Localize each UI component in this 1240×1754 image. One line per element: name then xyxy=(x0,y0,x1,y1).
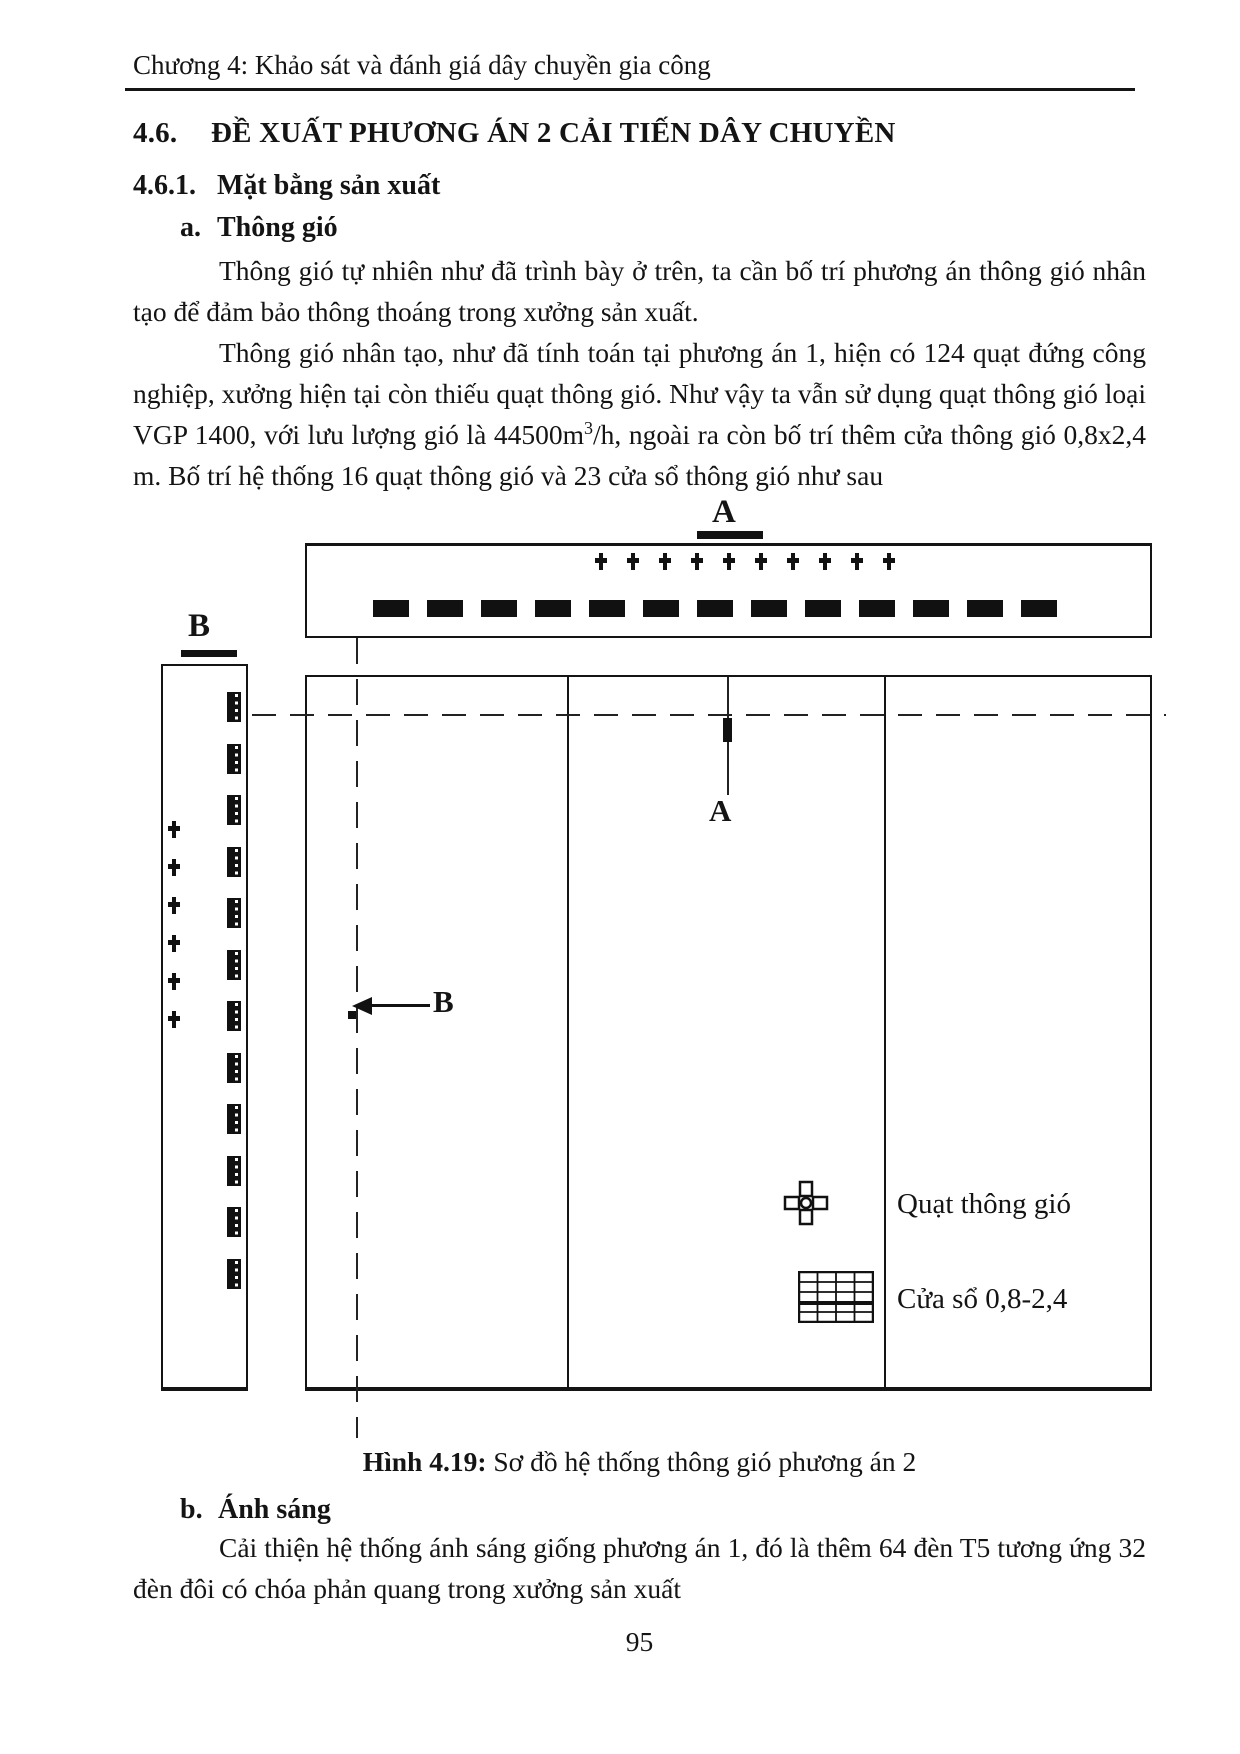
window-symbol-icon xyxy=(859,600,895,617)
section-label-b-inner: B xyxy=(433,984,454,1019)
window-symbol-icon xyxy=(227,1259,241,1289)
window-symbol-icon xyxy=(227,1104,241,1134)
paragraph-ventilation-natural: Thông gió tự nhiên như đã trình bày ở trên, ta cần bố trí phương án thông gió nhân tạo để đảm bảo thông thoáng trong xưởng sản xuất. xyxy=(133,255,1146,327)
paragraph-text: Thông gió nhân tạo, như đã tính toán tại phương án 1, hiện có 124 quạt đứng công nghiệp, xưởng hiện tại còn thiếu quạt thông gió. Như vậy ta vẫn sử dụng quạt thông gió loại VGP 1400, với lưu lượng gió là 44500m xyxy=(133,337,1146,450)
heading-b-anh-sang xyxy=(180,1494,331,1526)
section-label-b-left: B xyxy=(188,608,211,644)
heading-title: Ánh sáng xyxy=(218,1494,331,1525)
top-band-window-row xyxy=(373,600,1057,617)
running-header: Chương 4: Khảo sát và đánh giá dây chuyền gia công xyxy=(133,50,711,80)
window-symbol-icon xyxy=(697,600,733,617)
window-symbol-icon xyxy=(643,600,679,617)
window-symbol-icon xyxy=(1021,600,1057,617)
window-symbol-icon xyxy=(481,600,517,617)
fan-symbol-icon xyxy=(168,1011,180,1028)
paragraph-ventilation-artificial xyxy=(133,332,1146,496)
bay-divider-line xyxy=(567,677,569,1389)
section-line-horizontal xyxy=(252,714,1166,716)
section-label-a-inner: A xyxy=(709,793,732,828)
paragraph-text: /h, ngoài ra còn bố trí thêm cửa thông gió 0,8x2,4 m. Bố trí hệ thống 16 quạt thông gió và 23 cửa sổ thông gió như sau xyxy=(133,419,1147,491)
left-wing-window-column xyxy=(227,692,241,1289)
window-symbol-icon xyxy=(227,1156,241,1186)
heading-title: ĐỀ XUẤT PHƯƠNG ÁN 2 CẢI TIẾN DÂY CHUYỀN xyxy=(211,117,896,149)
section-label-a-underline xyxy=(697,531,763,539)
section-line-b-b xyxy=(356,638,358,1438)
top-band-fan-row xyxy=(595,553,895,570)
fan-symbol-icon xyxy=(787,553,799,570)
fan-symbol-icon xyxy=(851,553,863,570)
legend-window-label: Cửa sổ 0,8-2,4 xyxy=(897,1283,1068,1315)
fan-icon xyxy=(783,1180,829,1231)
window-symbol-icon xyxy=(227,898,241,928)
fan-symbol-icon xyxy=(168,859,180,876)
arrow-shaft xyxy=(370,1004,430,1007)
figure-caption xyxy=(133,1446,1146,1478)
heading-number: 4.6. xyxy=(133,117,178,149)
fan-symbol-icon xyxy=(627,553,639,570)
fan-symbol-icon xyxy=(691,553,703,570)
fan-symbol-icon xyxy=(883,553,895,570)
window-symbol-icon xyxy=(227,847,241,877)
figure-caption-text: Sơ đồ hệ thống thông gió phương án 2 xyxy=(486,1446,917,1477)
heading-title: Thông gió xyxy=(217,212,338,243)
fan-symbol-icon xyxy=(168,821,180,838)
heading-title: Mặt bằng sản xuất xyxy=(217,170,441,201)
fan-symbol-icon xyxy=(168,897,180,914)
legend-fan-label: Quạt thông gió xyxy=(897,1188,1071,1220)
fan-symbol-icon xyxy=(755,553,767,570)
header-rule xyxy=(125,88,1135,91)
fan-symbol-icon xyxy=(168,973,180,990)
heading-number: a. xyxy=(180,212,201,243)
figure-caption-number: Hình 4.19: xyxy=(362,1446,487,1477)
window-symbol-icon xyxy=(227,1207,241,1237)
window-symbol-icon xyxy=(227,1001,241,1031)
window-symbol-icon xyxy=(227,744,241,774)
window-symbol-icon xyxy=(967,600,1003,617)
heading-a-thong-gio xyxy=(180,212,338,244)
window-symbol-icon xyxy=(373,600,409,617)
window-symbol-icon xyxy=(227,795,241,825)
fan-symbol-icon xyxy=(595,553,607,570)
fan-symbol-icon xyxy=(659,553,671,570)
paragraph-lighting: Cải thiện hệ thống ánh sáng giống phương án 1, đó là thêm 64 đèn T5 tương ứng 32 đèn đôi có chóa phản quang trong xưởng sản xuất xyxy=(133,1532,1146,1604)
window-grid-icon xyxy=(798,1271,874,1328)
fan-symbol-icon xyxy=(723,553,735,570)
left-wing-fan-column xyxy=(168,821,180,1028)
section-label-a-top: A xyxy=(712,494,736,530)
window-symbol-icon xyxy=(227,1053,241,1083)
window-symbol-icon xyxy=(913,600,949,617)
window-symbol-icon xyxy=(227,950,241,980)
heading-number: 4.6.1. xyxy=(133,170,196,201)
heading-4-6 xyxy=(133,117,896,150)
arrow-dot xyxy=(348,1011,356,1019)
page-number: 95 xyxy=(625,1626,654,1657)
window-symbol-icon xyxy=(535,600,571,617)
section-label-b-underline xyxy=(181,650,237,657)
window-symbol-icon xyxy=(589,600,625,617)
fan-symbol-icon xyxy=(168,935,180,952)
window-symbol-icon xyxy=(227,692,241,722)
heading-number: b. xyxy=(180,1494,203,1525)
bay-divider-line xyxy=(884,677,886,1389)
window-symbol-icon xyxy=(751,600,787,617)
window-symbol-icon xyxy=(427,600,463,617)
heading-4-6-1 xyxy=(133,170,440,202)
window-symbol-icon xyxy=(805,600,841,617)
section-line-a-tick xyxy=(723,718,732,742)
superscript-exponent: 3 xyxy=(584,417,594,438)
fan-symbol-icon xyxy=(819,553,831,570)
